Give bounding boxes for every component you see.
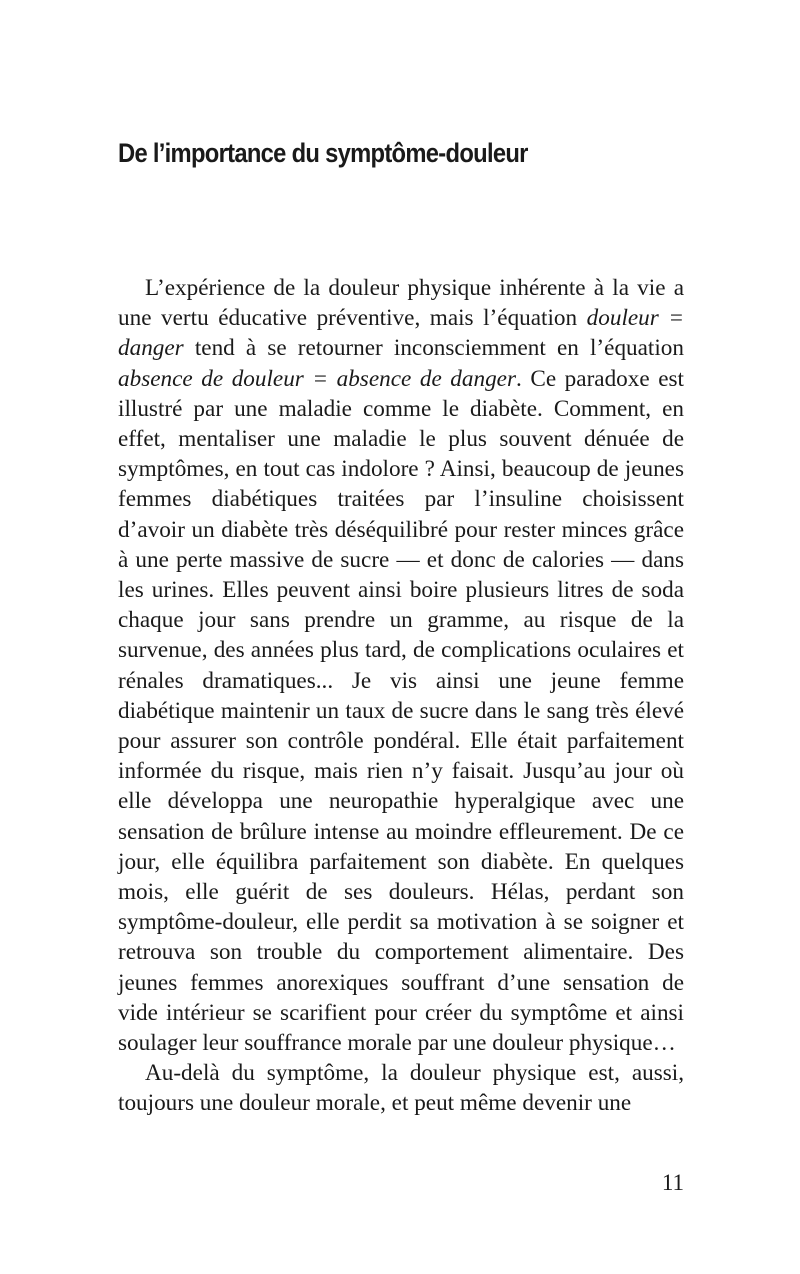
paragraph-2: Au-delà du symptôme, la douleur physique est, aussi, toujours une douleur morale, et peut même devenir une (118, 1060, 684, 1117)
paragraph-1 (118, 273, 684, 1058)
page-number: 11 (661, 1170, 684, 1195)
paragraph-1-text-a: L’expérience de la douleur physique inhérente à la vie a une vertu éducative préventive, mais l’équation (118, 275, 684, 332)
body-text (118, 273, 684, 1119)
paragraph-1-text-b: tend à se retourner inconsciemment en l’équation (183, 335, 684, 362)
paragraph-1-emphasis-b: absence de douleur = absence de danger (118, 365, 516, 392)
paragraph-1-emphasis-a: douleur = danger (118, 305, 684, 362)
paragraph-1-text-c: . Ce paradoxe est illustré par une maladie comme le diabète. Comment, en effet, mentaliser une maladie le plus souvent dénuée de symptômes, en tout cas indolore ? Ainsi, beaucoup de jeunes femmes diabétiques traitées par l’insuline choisissent d’avoir un diabète très déséquilibré pour rester minces grâce à une perte massive de sucre — et donc de calories — dans les urines. Elles peuvent ainsi boire plusieurs litres de soda chaque jour sans prendre un gramme, au risque de la survenue, des années plus tard, de complications oculaires et rénales dramatiques... Je vis ainsi une jeune femme diabétique maintenir un taux de sucre dans le sang très élevé pour assurer son contrôle pondéral. Elle était parfaitement informée du risque, mais rien n’y faisait. Jusqu’au jour où elle développa une neuropathie hyperalgique avec une sensation de brûlure intense au moindre effleurement. De ce jour, elle équilibra parfaitement son diabète. En quelques mois, elle guérit de ses douleurs. Hélas, perdant son symptôme-douleur, elle perdit sa motivation à se soigner et retrouva son trouble du comportement alimentaire. Des jeunes femmes anorexiques souffrant d’une sensation de vide intérieur se scarifient pour créer du symptôme et ainsi soulager leur souffrance morale par une douleur physique… (118, 365, 684, 1057)
chapter-title: De l’importance du symptôme-douleur (118, 138, 528, 168)
